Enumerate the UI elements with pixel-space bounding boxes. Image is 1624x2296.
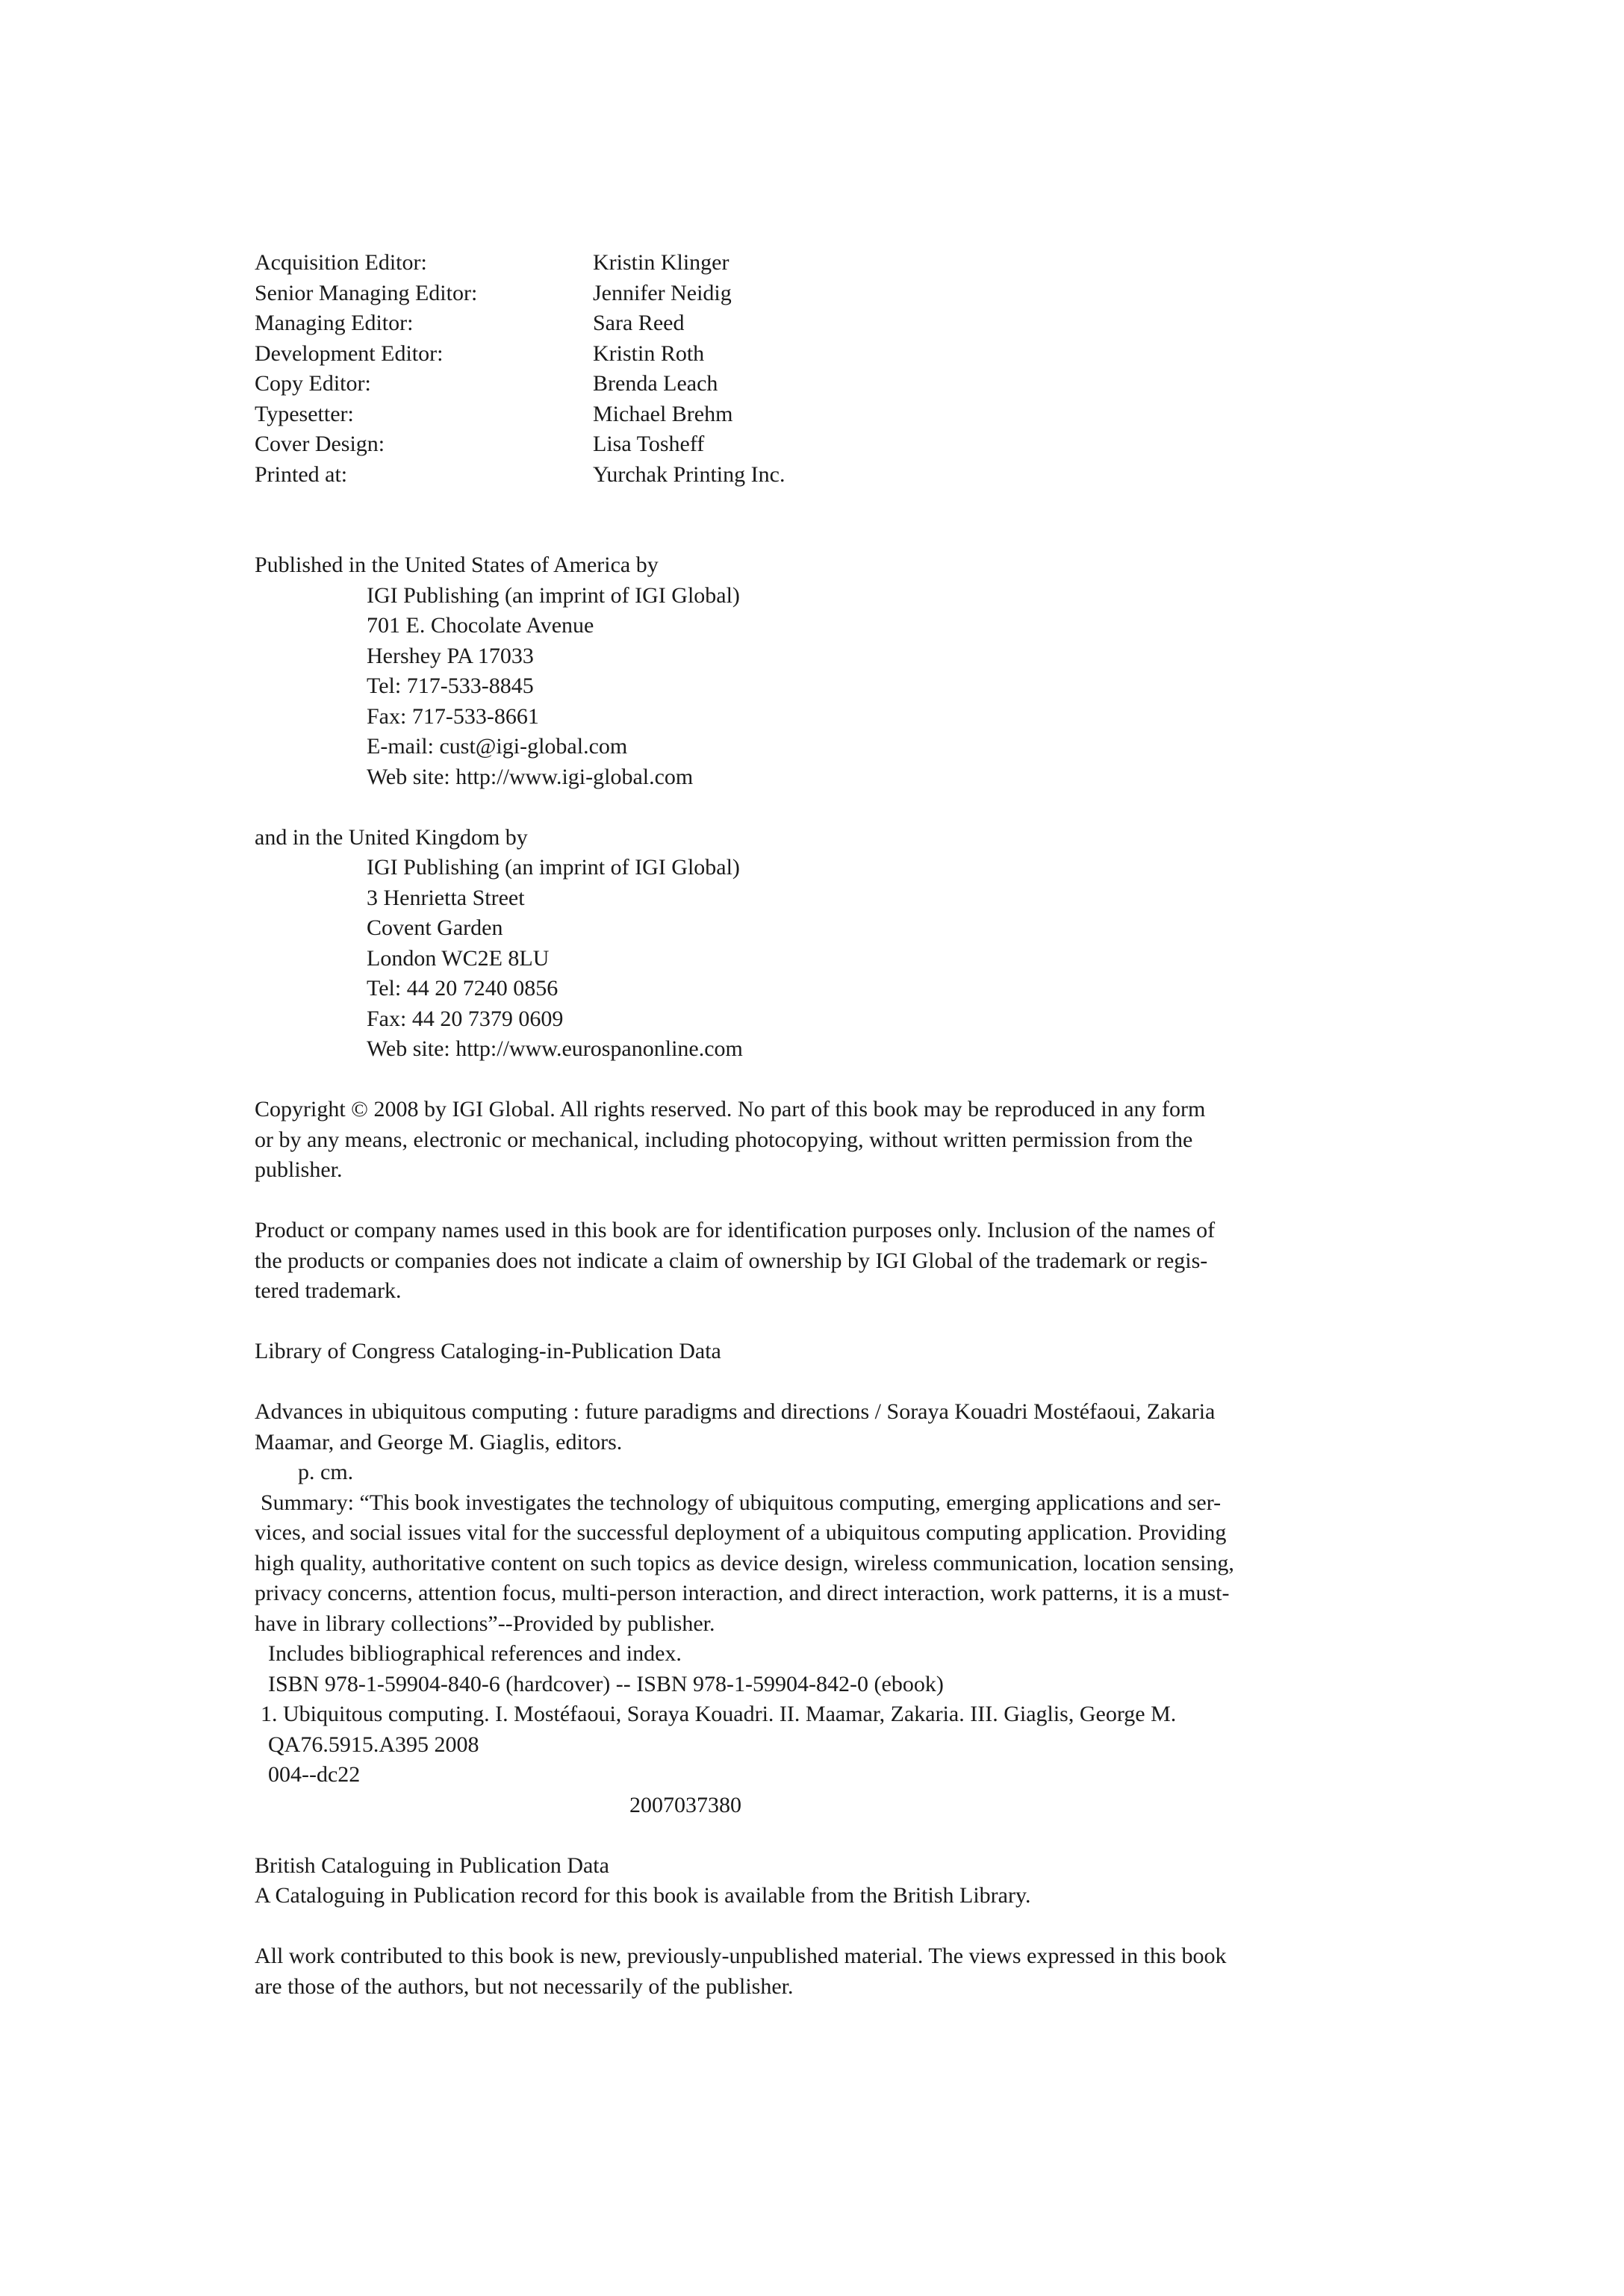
cip-record — [255, 1397, 1360, 1820]
paragraph-line: publisher. — [255, 1157, 343, 1182]
paragraph-line: tered trademark. — [255, 1278, 402, 1303]
address-line: IGI Publishing (an imprint of IGI Global) — [367, 582, 740, 608]
email-line: E-mail: cust@igi-global.com — [367, 734, 628, 759]
address-line: Fax: 44 20 7379 0609 — [367, 1006, 564, 1031]
disclaimer — [255, 1941, 1360, 2002]
credit-row — [255, 279, 1375, 309]
credit-name: Michael Brehm — [593, 401, 733, 426]
credit-role: Typesetter: — [255, 401, 354, 426]
address-line: IGI Publishing (an imprint of IGI Global) — [367, 855, 740, 880]
paragraph-line: Product or company names used in this book are for identification purposes only. Inclusion of the names of — [255, 1218, 1216, 1242]
credit-row — [255, 339, 1375, 370]
credit-role: Printed at: — [255, 461, 348, 487]
credit-role: Cover Design: — [255, 432, 385, 456]
credit-role: Acquisition Editor: — [255, 250, 427, 275]
credit-name: Brenda Leach — [593, 371, 718, 396]
address-line: 701 E. Chocolate Avenue — [367, 613, 594, 638]
credit-name: Sara Reed — [593, 311, 685, 335]
address-line: Covent Garden — [367, 915, 503, 940]
address-line: 3 Henrietta Street — [367, 885, 525, 910]
cip-title-line: Advances in ubiquitous computing : future paradigms and directions / Soraya Kouadri Mostéfaoui, Zakaria — [255, 1399, 1216, 1424]
paragraph-line: Copyright © 2008 by IGI Global. All rights reserved. No part of this book may be reproduced in any form — [255, 1097, 1206, 1121]
british-cip-text: A Cataloguing in Publication record for this book is available from the British Library. — [255, 1883, 1031, 1908]
cip-lccn: 2007037380 — [629, 1792, 741, 1817]
address-line: Tel: 717-533-8845 — [367, 673, 534, 698]
credit-name: Jennifer Neidig — [593, 280, 732, 305]
copyright-notice — [255, 1095, 1360, 1186]
credit-role: Managing Editor: — [255, 311, 414, 335]
us-publisher-intro: Published in the United States of America by — [255, 553, 659, 577]
cip-dewey: 004--dc22 — [268, 1762, 361, 1787]
credit-name: Yurchak Printing Inc. — [593, 461, 785, 487]
cip-isbn: ISBN 978-1-59904-840-6 (hardcover) -- ISBN 978-1-59904-842-0 (ebook) — [268, 1671, 944, 1696]
website-line: Web site: http://www.igi-global.com — [367, 764, 694, 789]
paragraph-line: or by any means, electronic or mechanical, including photocopying, without written permission from the — [255, 1127, 1193, 1152]
uk-publisher-intro: and in the United Kingdom by — [255, 824, 528, 850]
credit-row — [255, 369, 1375, 399]
credit-name: Lisa Tosheff — [593, 432, 705, 456]
address-line: London WC2E 8LU — [367, 945, 550, 971]
address-line: Hershey PA 17033 — [367, 643, 534, 668]
cip-title-line: Maamar, and George M. Giaglis, editors. — [255, 1429, 623, 1455]
uk-publisher-address — [255, 823, 1375, 1065]
trademark-notice — [255, 1216, 1360, 1307]
credit-row — [255, 460, 1375, 491]
paragraph-line: are those of the authors, but not necessarily of the publisher. — [255, 1973, 794, 1999]
credit-role: Development Editor: — [255, 340, 444, 366]
us-publisher-address — [255, 550, 1375, 792]
credit-row — [255, 399, 1375, 430]
loc-cip-heading: Library of Congress Cataloging-in-Publication Data — [255, 1339, 721, 1363]
paragraph-line: All work contributed to this book is new, previously-unpublished material. The views expressed in this book — [255, 1944, 1227, 1968]
credit-row — [255, 248, 1375, 279]
website-line: Web site: http://www.eurospanonline.com — [367, 1036, 743, 1061]
paragraph-line: the products or companies does not indicate a claim of ownership by IGI Global of the trademark or regis- — [255, 1248, 1208, 1273]
cip-summary-line: high quality, authoritative content on such topics as device design, wireless communication, location sensing, — [255, 1550, 1234, 1575]
cip-summary-line: privacy concerns, attention focus, multi-person interaction, and direct interaction, work patterns, it is a must- — [255, 1581, 1230, 1605]
cip-summary-line: vices, and social issues vital for the successful deployment of a ubiquitous computing application. Providing — [255, 1520, 1227, 1545]
british-cip-heading: British Cataloguing in Publication Data — [255, 1852, 609, 1878]
cip-subjects: 1. Ubiquitous computing. I. Mostéfaoui, Soraya Kouadri. II. Maamar, Zakaria. III. Giaglis, George M. — [261, 1702, 1177, 1726]
credit-name: Kristin Klinger — [593, 250, 729, 275]
credit-role: Copy Editor: — [255, 371, 371, 396]
credit-row — [255, 308, 1375, 339]
credits-list — [255, 248, 1375, 490]
credit-name: Kristin Roth — [593, 340, 705, 366]
address-line: Tel: 44 20 7240 0856 — [367, 976, 559, 1001]
cip-call-number: QA76.5915.A395 2008 — [268, 1732, 479, 1757]
cip-summary-line: have in library collections”--Provided by publisher. — [255, 1611, 715, 1636]
cip-pcm: p. cm. — [298, 1460, 354, 1484]
copyright-page — [255, 248, 1375, 2002]
credit-row — [255, 429, 1375, 460]
cip-includes: Includes bibliographical references and index. — [268, 1641, 682, 1666]
cip-summary-line: Summary: “This book investigates the technology of ubiquitous computing, emerging applications and ser- — [261, 1490, 1222, 1515]
credit-role: Senior Managing Editor: — [255, 280, 478, 305]
british-cip — [255, 1851, 1360, 1911]
address-line: Fax: 717-533-8661 — [367, 703, 539, 729]
